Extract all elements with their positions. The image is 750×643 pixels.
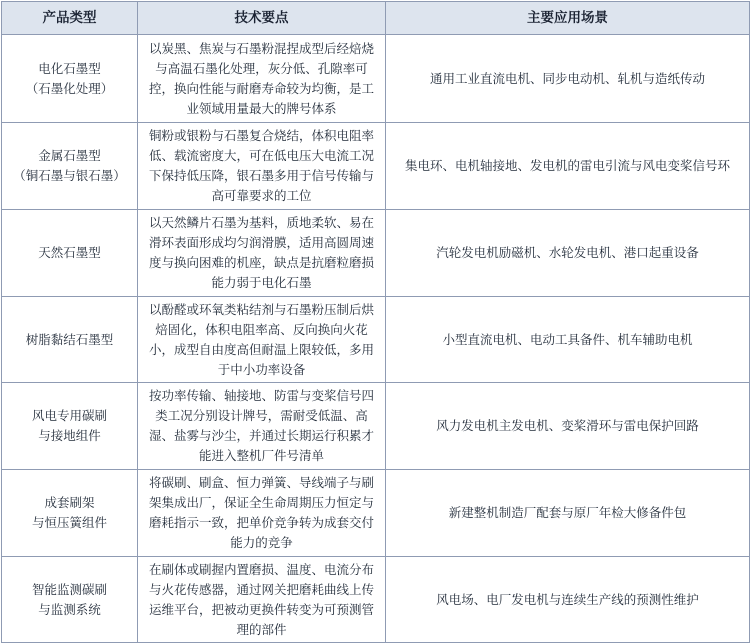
tech-points-cell: 按功率传输、轴接地、防雷与变桨信号四类工况分别设计牌号，需耐受低温、高湿、盐雾与沙尘，并通过长期运行积累才能进入整机厂件号清单 bbox=[138, 383, 386, 470]
applications-cell: 风电场、电厂发电机与连续生产线的预测性维护 bbox=[386, 557, 750, 643]
applications-cell: 通用工业直流电机、同步电动机、轧机与造纸传动 bbox=[386, 35, 750, 123]
tech-points-cell: 铜粉或银粉与石墨复合烧结，体积电阻率低、载流密度大，可在低电压大电流工况下保持低压降，银石墨多用于信号传输与高可靠要求的工位 bbox=[138, 123, 386, 210]
header-applications: 主要应用场景 bbox=[386, 2, 750, 35]
applications-cell: 小型直流电机、电动工具备件、机车辅助电机 bbox=[386, 297, 750, 383]
product-type-cell: 智能监测碳刷 与监测系统 bbox=[2, 557, 138, 643]
applications-cell: 汽轮发电机励磁机、水轮发电机、港口起重设备 bbox=[386, 210, 750, 297]
product-type-cell: 风电专用碳刷 与接地组件 bbox=[2, 383, 138, 470]
product-type-cell: 电化石墨型 （石墨化处理） bbox=[2, 35, 138, 123]
table-row bbox=[2, 297, 750, 383]
header-row bbox=[2, 2, 750, 35]
tech-points-cell: 以酚醛或环氧类粘结剂与石墨粉压制后烘焙固化，体积电阻率高、反向换向火花小，成型自由度高但耐温上限较低，多用于中小功率设备 bbox=[138, 297, 386, 383]
table-row bbox=[2, 383, 750, 470]
product-type-cell: 天然石墨型 bbox=[2, 210, 138, 297]
table-row bbox=[2, 557, 750, 643]
tech-points-cell: 以天然鳞片石墨为基料，质地柔软、易在滑环表面形成均匀润滑膜，适用高圆周速度与换向困难的机座，缺点是抗磨粒磨损能力弱于电化石墨 bbox=[138, 210, 386, 297]
product-table bbox=[1, 1, 750, 643]
applications-cell: 集电环、电机轴接地、发电机的雷电引流与风电变桨信号环 bbox=[386, 123, 750, 210]
applications-cell: 新建整机制造厂配套与原厂年检大修备件包 bbox=[386, 470, 750, 557]
product-type-cell: 金属石墨型 （铜石墨与银石墨） bbox=[2, 123, 138, 210]
tech-points-cell: 在刷体或刷握内置磨损、温度、电流分布与火花传感器，通过网关把磨耗曲线上传运维平台，把被动更换件转变为可预测管理的部件 bbox=[138, 557, 386, 643]
table-row bbox=[2, 123, 750, 210]
product-type-cell: 树脂黏结石墨型 bbox=[2, 297, 138, 383]
product-type-cell: 成套刷架 与恒压簧组件 bbox=[2, 470, 138, 557]
table-row bbox=[2, 35, 750, 123]
table-row bbox=[2, 210, 750, 297]
table-row bbox=[2, 470, 750, 557]
header-tech-points: 技术要点 bbox=[138, 2, 386, 35]
tech-points-cell: 将碳刷、刷盒、恒力弹簧、导线端子与刷架集成出厂，保证全生命周期压力恒定与磨耗指示一致，把单价竞争转为成套交付能力的竞争 bbox=[138, 470, 386, 557]
applications-cell: 风力发电机主发电机、变桨滑环与雷电保护回路 bbox=[386, 383, 750, 470]
header-product-type: 产品类型 bbox=[2, 2, 138, 35]
tech-points-cell: 以炭黑、焦炭与石墨粉混捏成型后经焙烧与高温石墨化处理，灰分低、孔隙率可控，换向性能与耐磨寿命较为均衡，是工业领域用量最大的牌号体系 bbox=[138, 35, 386, 123]
